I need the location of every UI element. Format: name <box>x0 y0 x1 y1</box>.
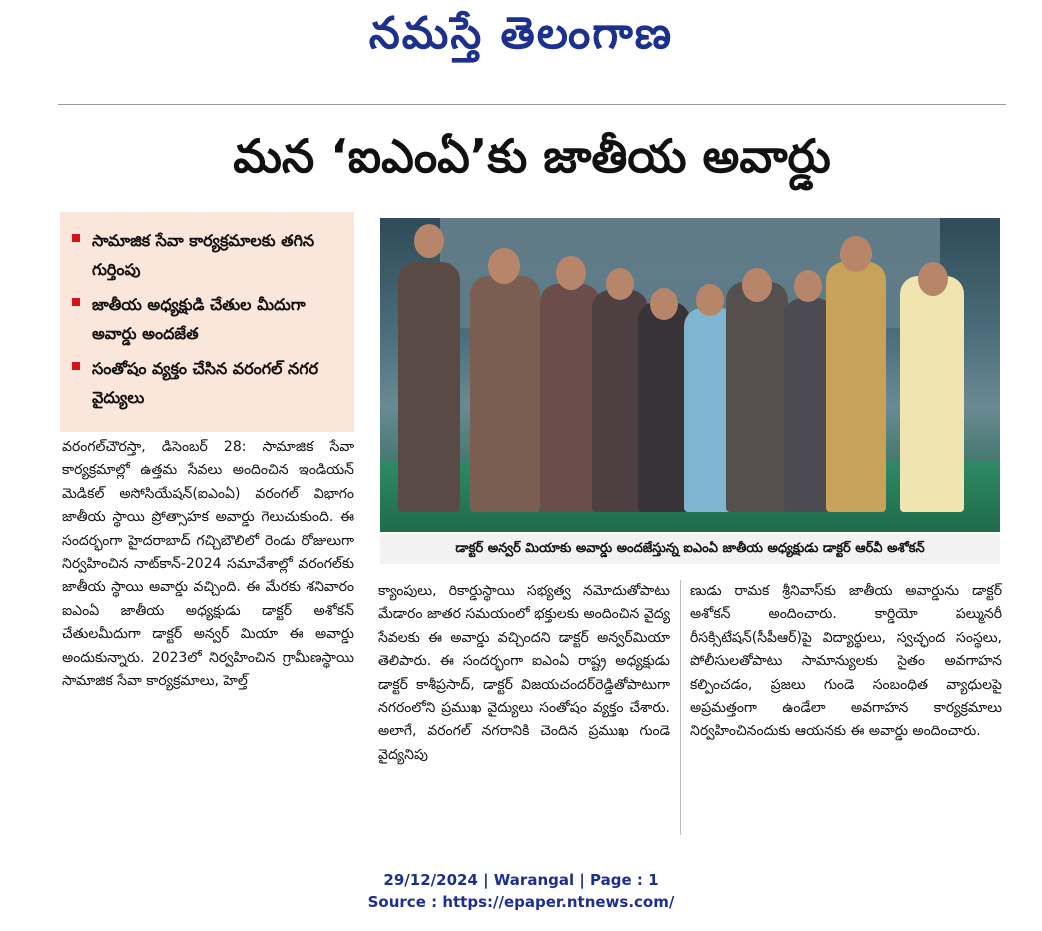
photo-person-head <box>696 284 724 316</box>
photo-person <box>826 262 886 512</box>
news-photo <box>380 218 1000 532</box>
photo-person <box>900 276 964 512</box>
photo-person <box>726 282 788 512</box>
photo-person <box>470 276 540 512</box>
column-divider <box>680 580 681 835</box>
article-text: ణుడు రామక శ్రీనివాస్‌కు జాతీయ అవార్డును డాక్టర్ అశోకన్ అందించారు. కార్డియో పల్మునరీ రీసక్సిటేషన్(సీపీఆర్)పై విద్యార్థులు, స్వచ్ఛంద సంస్థలు, పోలీసులతోపాటు సామాన్యులకు సైతం అవగాహన కల్పించడం, ప్రజలు గుండె సంబంధిత వ్యాధులపై అప్రమత్తంగా ఉండేలా అవగాహన కార్యక్రమాలు నిర్వహించినందుకు ఆయనకు ఈ అవార్డు అందించారు. <box>690 583 1002 740</box>
headline: మన ‘ఐఎంఏ’కు జాతీయ అవార్డు <box>233 129 831 183</box>
photo-person <box>540 284 600 512</box>
bullet-square-icon <box>72 234 80 242</box>
footer-date-edition: 29/12/2024 | Warangal | Page : 1 <box>383 871 659 889</box>
article-column-2 <box>378 580 670 767</box>
masthead-logo: నమస్తే తెలంగాణ <box>368 8 674 59</box>
photo-person-head <box>918 262 948 296</box>
highlight-item <box>72 354 344 412</box>
photo-person-head <box>414 224 444 258</box>
photo-person <box>638 302 690 512</box>
photo-person-head <box>742 268 772 302</box>
bullet-square-icon <box>72 362 80 370</box>
highlight-text: సామాజిక సేవా కార్యక్రమాలకు తగిన గుర్తింపు <box>92 231 315 279</box>
highlight-text: సంతోషం వ్యక్తం చేసిన వరంగల్ నగర వైద్యులు <box>92 359 319 407</box>
footer-source-link[interactable]: Source : https://epaper.ntnews.com/ <box>367 893 675 911</box>
photo-person-head <box>794 270 822 302</box>
article-column-1 <box>62 436 354 693</box>
photo-person-head <box>840 236 872 272</box>
bullet-square-icon <box>72 298 80 306</box>
article-text: వరంగల్‌చౌరస్తా, డిసెంబర్ 28: సామాజిక సేవా కార్యక్రమాల్లో ఉత్తమ సేవలు అందించిన ఇండియన్ మెడికల్ అసోసియేషన్(ఐఎంఏ) వరంగల్ విభాగం జాతీయ స్థాయి ప్రోత్సాహక అవార్డు గెలుచుకుంది. ఈ సందర్భంగా హైదరాబాద్ గచ్చిబౌలిలో రెండు రోజులుగా నిర్వహించిన నాట్‌కాన్-2024 సమావేశాల్లో వరంగల్‌కు జాతీయ స్థాయి అవార్డు వచ్చింది. ఈ మేరకు శనివారం ఐఎంఏ జాతీయ అధ్యక్షుడు డాక్టర్ అశోకన్ చేతులమీదుగా డాక్టర్ అన్వర్ మియా ఈ అవార్డు అందుకున్నారు. 2023లో నిర్వహించిన గ్రామీణస్థాయి సామాజిక సేవా కార్యక్రమాలు, హెల్త్ <box>62 439 354 690</box>
photo-person-head <box>650 288 678 320</box>
photo-person-head <box>606 268 634 300</box>
highlight-item <box>72 290 344 348</box>
photo-caption: డాక్టర్ అన్వర్ మియాకు అవార్డు అందజేస్తున్న ఐఎంఏ జాతీయ అధ్యక్షుడు డాక్టర్ ఆర్‌వీ అశోకన్ <box>380 534 1000 564</box>
highlight-text: జాతీయ అధ్యక్షుడి చేతుల మీదుగా అవార్డు అందజేత <box>92 295 306 343</box>
photo-person <box>398 262 460 512</box>
highlights-box <box>60 212 354 432</box>
photo-person-head <box>556 256 586 290</box>
masthead-rule <box>58 104 1006 105</box>
article-column-3 <box>690 580 1002 744</box>
highlight-item <box>72 226 344 284</box>
photo-person-head <box>488 248 520 284</box>
article-text: క్యాంపులు, రికార్డుస్థాయి సభ్యత్వ నమోదుతోపాటు మేడారం జాతర సమయంలో భక్తులకు అందించిన వైద్య సేవలకు ఈ అవార్డు వచ్చిందని డాక్టర్ అన్వర్‌మియా తెలిపారు. ఈ సందర్భంగా ఐఎంఏ రాష్ట్ర అధ్యక్షుడు డాక్టర్ కాశీప్రసాద్, డాక్టర్ విజయచందర్‌రెడ్డితోపాటుగా నగరంలోని ప్రముఖ వైద్యులు సంతోషం వ్యక్తం చేశారు. అలాగే, వరంగల్ నగరానికి చెందిన ప్రముఖ గుండె వైద్యనిపు <box>378 583 670 763</box>
